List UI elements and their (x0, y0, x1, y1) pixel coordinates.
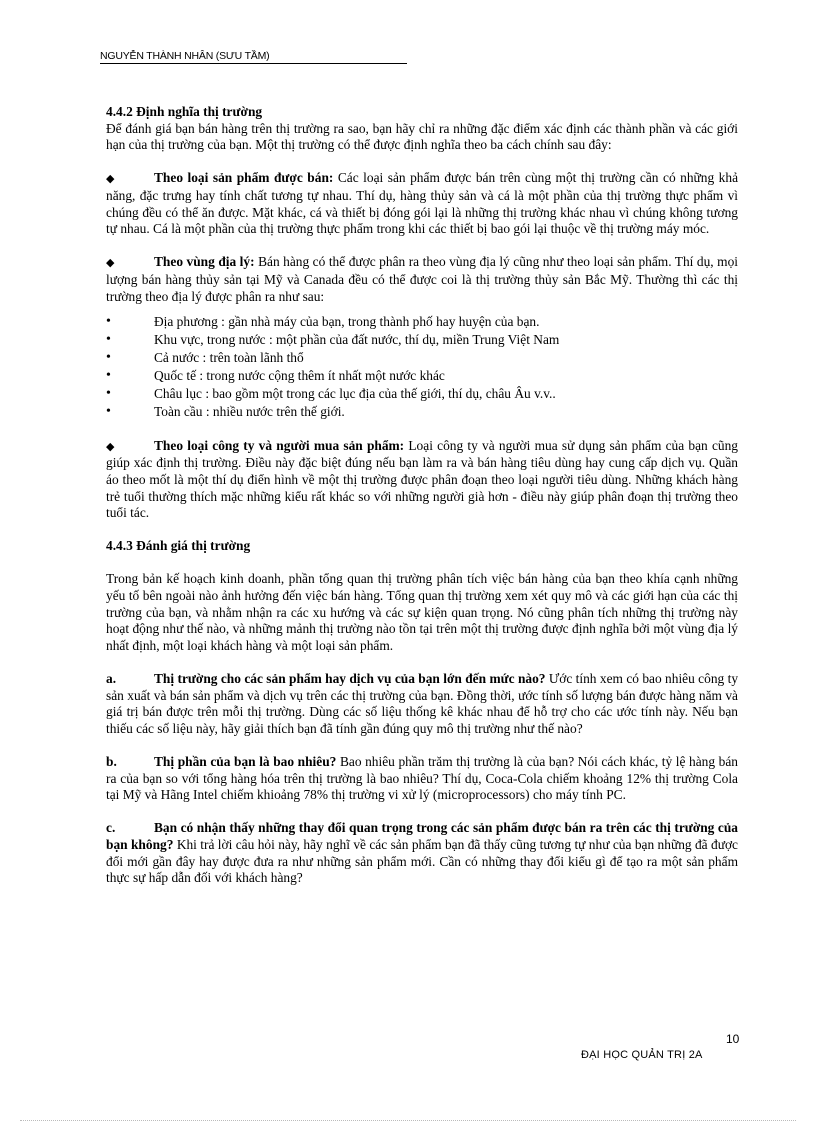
item-lead: Theo vùng địa lý: (154, 254, 255, 270)
bullet-list (106, 313, 738, 421)
document-body (106, 104, 738, 887)
section-heading-442: 4.4.2 Định nghĩa thị trường (106, 104, 263, 119)
diamond-bullet-icon: ◆ (106, 173, 115, 186)
item-text: Loại công ty và người mua sử dụng sản phẩm của bạn cũng giúp xác định thị trường. Điều này đặc biệt đúng nếu bạn làm ra và bán hàng tiêu dùng hay cung cấp dịch vụ. Quần áo theo mốt là một thí dụ điển hình về một thị trường được phân đoạn theo loại người tiêu dùng. Những khách hàng trẻ tuổi thường thích mặc những kiểu rất khác so với những người già hơn - điều này giúp phân đoạn thị trường theo tuổi tác. (106, 437, 739, 521)
question-c (106, 820, 738, 886)
list-item (106, 254, 738, 305)
section-heading-443: 4.4.3 Đánh giá thị trường (106, 538, 251, 554)
list-item (106, 170, 738, 237)
bullet-item: • Quốc tế : trong nước cộng thêm ít nhất một nước khác (106, 367, 738, 385)
bullet-item: • Khu vực, trong nước : một phần của đất nước, thí dụ, miền Trung Việt Nam (106, 331, 738, 349)
question-text: Khi trả lời câu hỏi này, hãy nghĩ về các sản phẩm bạn đã thấy cũng tương tự như của bạn những đã được đổi mới gần đây hay được đưa ra như những sản phẩm mới. Cần có những thay đổi kiểu gì để tạo ra một sản phẩm thực sự hấp dẫn đối với khách hàng? (106, 836, 738, 886)
item-text: Các loại sản phẩm được bán trên cùng một thị trường cần có những khả năng, đặc trưng hay tính chất tương tự nhau. Thí dụ, hàng thủy sản và cá là một phần của thị trường thực phẩm vì chúng đều có thể ăn được. Mặt khác, cá và thiết bị đóng gói lại là những thị trường khác nhau vì chúng không tương tự nhau. Cá là một phần của thị trường thực phẩm trong khi các thiết bị bao gói lại thuộc về thị trường máy móc. (106, 170, 739, 237)
diamond-bullet-icon: ◆ (106, 257, 115, 270)
question-text: Bao nhiêu phần trăm thị trường là của bạn? Nói cách khác, tỷ lệ hàng bán ra của bạn so với tổng hàng hóa trên thị trường là bao nhiêu? Thí dụ, Coca-Cola chiếm khoảng 12% thị trường Cola tại Mỹ và Hãng Intel chiếm khioảng 78% thị trường vi xử lý (microprocessors) cho máy tính PC. (106, 754, 738, 803)
question-text: Ước tính xem có bao nhiêu công ty sản xuất và bán sản phẩm và dịch vụ trên các thị trường của bạn. Đồng thời, ước tính số lượng bán được hàng năm và giá trị bán được trên mỗi thị trường. Dùng các số liệu thống kê khác nhau để hỗ trợ cho các ước tính này. Nếu bạn thiếu các số liệu này, hãy giải thích bạn đã tính gần đúng quy mô thị trường như thế nào? (106, 671, 739, 736)
bullet-item: • Toàn cầu : nhiều nước trên thế giới. (106, 403, 738, 421)
bullet-item: • Địa phương : gần nhà máy của bạn, trong thành phố hay huyện của bạn. (106, 313, 738, 331)
question-b (106, 754, 738, 804)
section-intro: Trong bản kế hoạch kinh doanh, phần tổng quan thị trường phân tích việc bán hàng của bạn theo khía cạnh những yếu tố bên ngoài nào ảnh hưởng đến việc bán hàng. Tổng quan thị trường xem xét quy mô và các giới hạn của các thị trường của bạn, và nhằm nhận ra các xu hướng và các sự kiện quan trọng. Nó cũng phân tích những thị trường này hoạt động như thế nào, và những mảnh thị trường nào tồn tại trên một thị trường được định nghĩa bởi một vùng địa lý nhất định, một loại khách hàng và một loại sản phẩm. (106, 571, 738, 653)
list-item (106, 438, 738, 522)
question-label: a. (106, 671, 117, 687)
item-lead: Theo loại sản phẩm được bán: (154, 170, 334, 186)
diamond-bullet-icon: ◆ (106, 440, 115, 453)
bullet-item: • Châu lục : bao gồm một trong các lục địa của thế giới, thí dụ, châu Âu v.v.. (106, 385, 738, 403)
section-intro: Để đánh giá bạn bán hàng trên thị trường ra sao, bạn hãy chỉ ra những đặc điểm xác định các thành phần và các giới hạn của thị trường của bạn. Một thị trường có thể được định nghĩa theo ba cách chính sau đây: (106, 120, 738, 153)
question-a (106, 671, 738, 737)
page-footer: ĐẠI HỌC QUẢN TRỊ 2A (581, 1049, 703, 1061)
page-number: 10 (726, 1032, 740, 1046)
bullet-item: • Cả nước : trên toàn lãnh thổ (106, 349, 738, 367)
question-lead: Thị phần của bạn là bao nhiêu? (154, 754, 337, 769)
page-header: NGUYỄN THÀNH NHÂN (SƯU TẦM) (100, 50, 407, 64)
question-label: c. (106, 820, 116, 836)
question-lead: Thị trường cho các sản phẩm hay dịch vụ của bạn lớn đến mức nào? (154, 671, 546, 687)
item-lead: Theo loại công ty và người mua sản phẩm: (154, 437, 405, 453)
question-lead: Bạn có nhận thấy những thay đổi quan trọng trong các sản phẩm được bán ra trên các thị trường của bạn không? (106, 820, 738, 852)
item-text: Bán hàng có thể được phân ra theo vùng địa lý cũng như theo loại sản phẩm. Thí dụ, mọi lượng bán hàng thủy sản tại Mỹ và Canada đều có thể được coi là thị trường thủy sản Bắc Mỹ. Thường thì các thị trường theo địa lý được phân ra như sau: (106, 254, 738, 304)
page-edge-divider (20, 1120, 796, 1121)
question-label: b. (106, 754, 117, 769)
